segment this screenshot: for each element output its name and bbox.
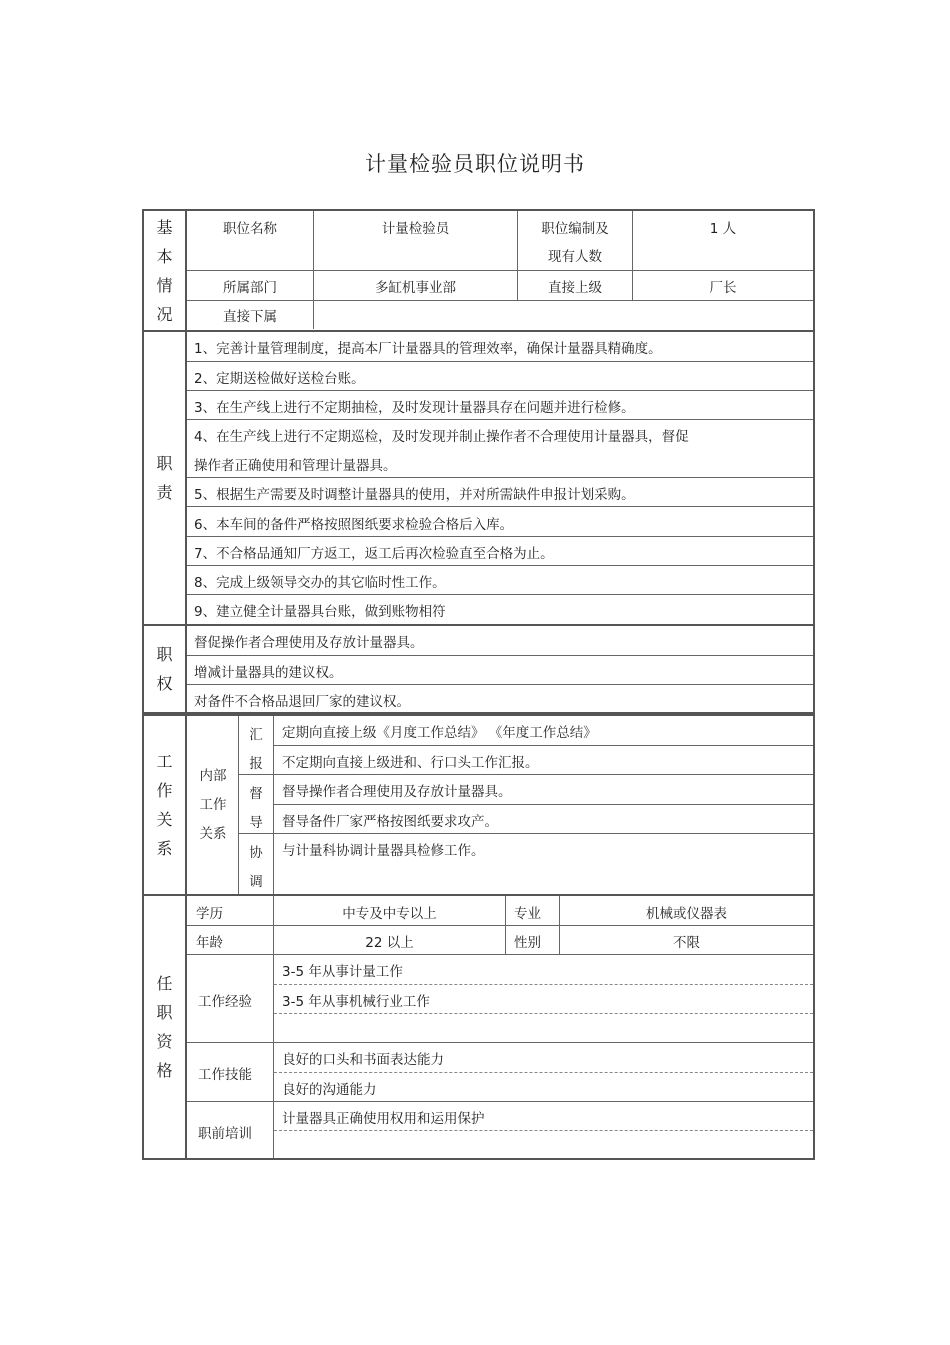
age-label: 年龄 [196, 935, 223, 951]
section-qualifications [144, 896, 813, 1158]
education-label: 学历 [196, 906, 223, 922]
age-value: 22 以上 [365, 935, 414, 951]
section-label-qualifications: 任职资格 [144, 896, 187, 1158]
education-value: 中专及中专以上 [342, 906, 437, 922]
duty-item: 2、定期送检做好送检台账。 [194, 371, 365, 387]
job-description-table [142, 209, 815, 1160]
section-label-duties: 职责 [144, 332, 187, 624]
department-value: 多缸机事业部 [375, 280, 456, 296]
report-item: 不定期向直接上级进和、行口头工作汇报。 [282, 755, 539, 771]
supervise-label: 督导 [249, 786, 263, 831]
skills-label: 工作技能 [198, 1067, 252, 1083]
skill-item: 良好的沟通能力 [282, 1082, 377, 1098]
report-label: 汇报 [249, 727, 263, 772]
duty-item: 4、在生产线上进行不定期巡检，及时发现并制止操作者不合理使用计量器具，督促 [194, 429, 689, 445]
superior-value: 厂长 [709, 280, 737, 296]
coordinate-item: 与计量科协调计量器具检修工作。 [282, 843, 485, 859]
position-name-label: 职位名称 [223, 221, 277, 237]
training-label: 职前培训 [198, 1126, 252, 1142]
section-label-authority: 职权 [144, 626, 187, 712]
duty-item: 6、本车间的备件严格按照图纸要求检验合格后入库。 [194, 517, 514, 533]
internal-relations-label: 内部工作关系 [199, 767, 227, 842]
section-work-relations [144, 716, 813, 896]
training-item: 计量器具正确使用权用和运用保护 [282, 1111, 485, 1127]
headcount-value: 1 人 [709, 221, 737, 237]
gender-label: 性别 [514, 935, 541, 951]
supervise-item: 督导操作者合理使用及存放计量器具。 [282, 784, 512, 800]
section-label-basic: 基本情况 [144, 211, 187, 330]
gender-value: 不限 [673, 935, 700, 951]
department-label: 所属部门 [223, 280, 277, 296]
position-name-value: 计量检验员 [381, 221, 450, 237]
major-label: 专业 [514, 906, 541, 922]
duty-item: 5、根据生产需要及时调整计量器具的使用，并对所需缺件申报计划采购。 [194, 487, 635, 503]
authority-item: 增减计量器具的建议权。 [194, 665, 343, 681]
experience-item: 3-5 年从事计量工作 [282, 964, 403, 980]
major-value: 机械或仪器表 [646, 906, 727, 922]
section-label-relations: 工作关系 [144, 716, 187, 894]
experience-item: 3-5 年从事机械行业工作 [282, 994, 430, 1010]
section-authority [144, 626, 813, 716]
headcount-label-line1: 职位编制及 [541, 221, 609, 237]
authority-item: 对备件不合格品退回厂家的建议权。 [194, 694, 410, 710]
headcount-label-line2: 现有人数 [548, 249, 602, 265]
page-title: 计量检验员职位说明书 [365, 152, 585, 176]
duty-item-continued: 操作者正确使用和管理计量器具。 [194, 458, 397, 474]
experience-label: 工作经验 [198, 994, 252, 1010]
coordinate-label: 协调 [249, 845, 263, 890]
duty-item: 7、不合格品通知厂方返工，返工后再次检验直至合格为止。 [194, 546, 554, 562]
duty-item: 9、建立健全计量器具台账，做到账物相符 [194, 604, 446, 620]
section-basic-info [144, 211, 813, 332]
duty-item: 8、完成上级领导交办的其它临时性工作。 [194, 575, 446, 591]
superior-label: 直接上级 [548, 280, 602, 296]
duty-item: 1、完善计量管理制度，提高本厂计量器具的管理效率，确保计量器具精确度。 [194, 341, 662, 357]
subordinate-label: 直接下属 [223, 309, 277, 325]
report-item: 定期向直接上级《月度工作总结》 《年度工作总结》 [282, 725, 597, 741]
authority-item: 督促操作者合理使用及存放计量器具。 [194, 635, 424, 651]
skill-item: 良好的口头和书面表达能力 [282, 1052, 444, 1068]
supervise-item: 督导备件厂家严格按图纸要求攻产。 [282, 814, 498, 830]
duty-item: 3、在生产线上进行不定期抽检，及时发现计量器具存在问题并进行检修。 [194, 400, 635, 416]
section-duties [144, 332, 813, 626]
